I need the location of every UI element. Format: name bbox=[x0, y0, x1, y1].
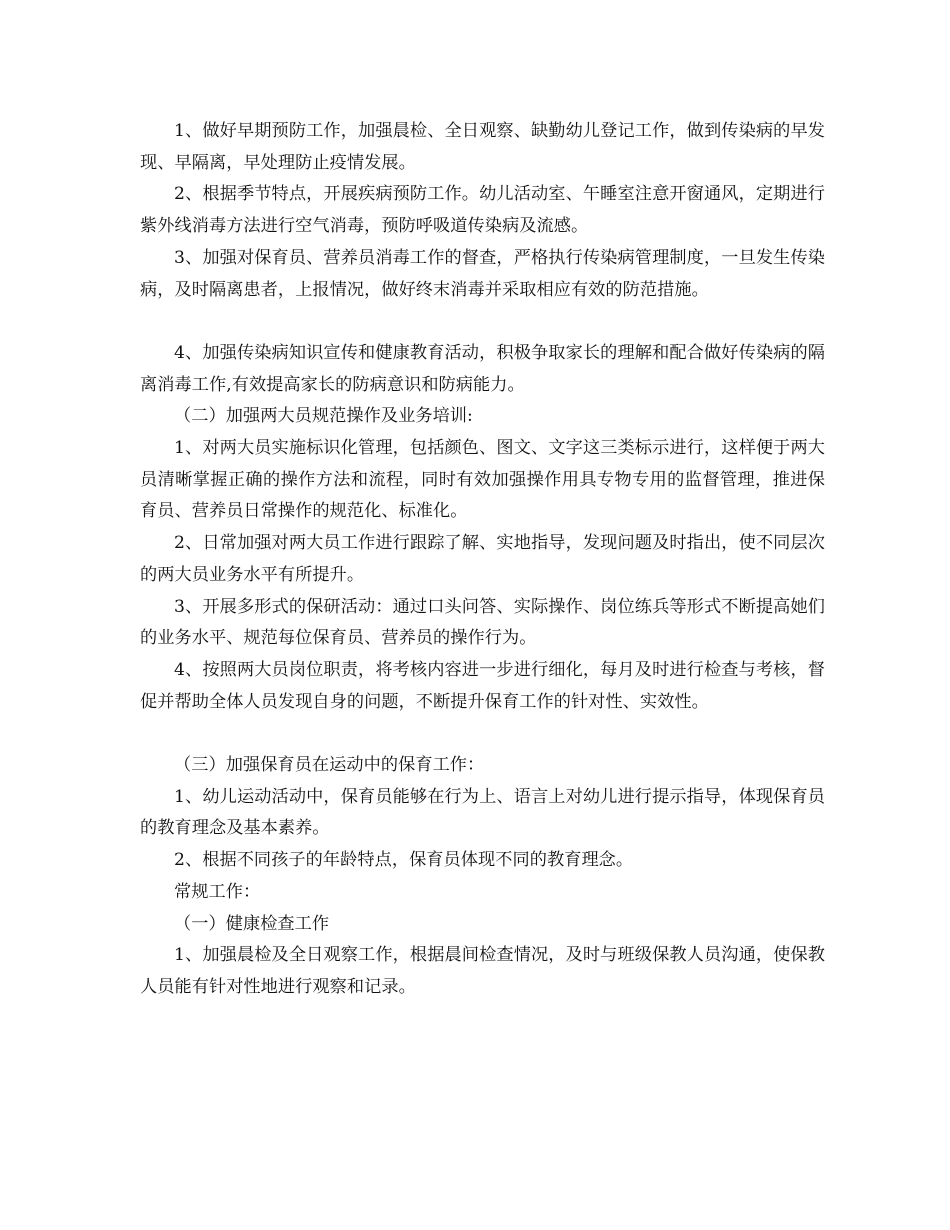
paragraph-training-activities: 3、开展多形式的保研活动：通过口头问答、实际操作、岗位练兵等形式不断提高她们的业务水平、规范每位保育员、营养员的操作行为。 bbox=[140, 596, 825, 649]
paragraph-identification-management: 1、对两大员实施标识化管理，包括颜色、图文、文字这三类标示进行，这样便于两大员清晰掌握正确的操作方法和流程，同时有效加强操作用具专物专用的监督管理，推进保育员、营养员日常操作的规范化、标准化。 bbox=[140, 438, 825, 522]
section-heading-three: （三）加强保育员在运动中的保育工作： bbox=[174, 755, 485, 776]
paragraph-spacer bbox=[140, 306, 825, 338]
paragraph-spacer bbox=[140, 718, 825, 750]
section-heading-routine: 常规工作： bbox=[174, 881, 261, 902]
paragraph-disinfection-supervision: 3、加强对保育员、营养员消毒工作的督查，严格执行传染病管理制度，一旦发生传染病，及时隔离患者，上报情况，做好终末消毒并采取相应有效的防范措施。 bbox=[140, 247, 825, 300]
section-heading-health-check: （一）健康检查工作 bbox=[174, 913, 330, 934]
paragraph-sports-guidance: 1、幼儿运动活动中，保育员能够在行为上、语言上对幼儿进行提示指导，体现保育员的教育理念及基本素养。 bbox=[140, 786, 825, 839]
paragraph-health-education: 4、加强传染病知识宣传和健康教育活动，积极争取家长的理解和配合做好传染病的隔离消毒工作,有效提高家长的防病意识和防病能力。 bbox=[140, 342, 825, 395]
section-heading-two: （二）加强两大员规范操作及业务培训: bbox=[174, 406, 473, 427]
document-body bbox=[140, 116, 825, 1004]
paragraph-age-characteristics: 2、根据不同孩子的年龄特点，保育员体现不同的教育理念。 bbox=[174, 850, 634, 871]
paragraph-morning-check: 1、加强晨检及全日观察工作，根据晨间检查情况，及时与班级保教人员沟通，使保教人员能有针对性地进行观察和记录。 bbox=[140, 945, 825, 997]
paragraph-assessment: 4、按照两大员岗位职责，将考核内容进一步进行细化，每月及时进行检查与考核，督促并帮助全体人员发现自身的问题，不断提升保育工作的针对性、实效性。 bbox=[140, 659, 825, 712]
paragraph-seasonal-prevention: 2、根据季节特点，开展疾病预防工作。幼儿活动室、午睡室注意开窗通风，定期进行紫外线消毒方法进行空气消毒，预防呼吸道传染病及流感。 bbox=[140, 184, 825, 237]
paragraph-daily-guidance: 2、日常加强对两大员工作进行跟踪了解、实地指导，发现问题及时指出，使不同层次的两大员业务水平有所提升。 bbox=[140, 533, 825, 585]
paragraph-prevention-early: 1、做好早期预防工作，加强晨检、全日观察、缺勤幼儿登记工作，做到传染病的早发现、早隔离，早处理防止疫情发展。 bbox=[140, 121, 825, 173]
